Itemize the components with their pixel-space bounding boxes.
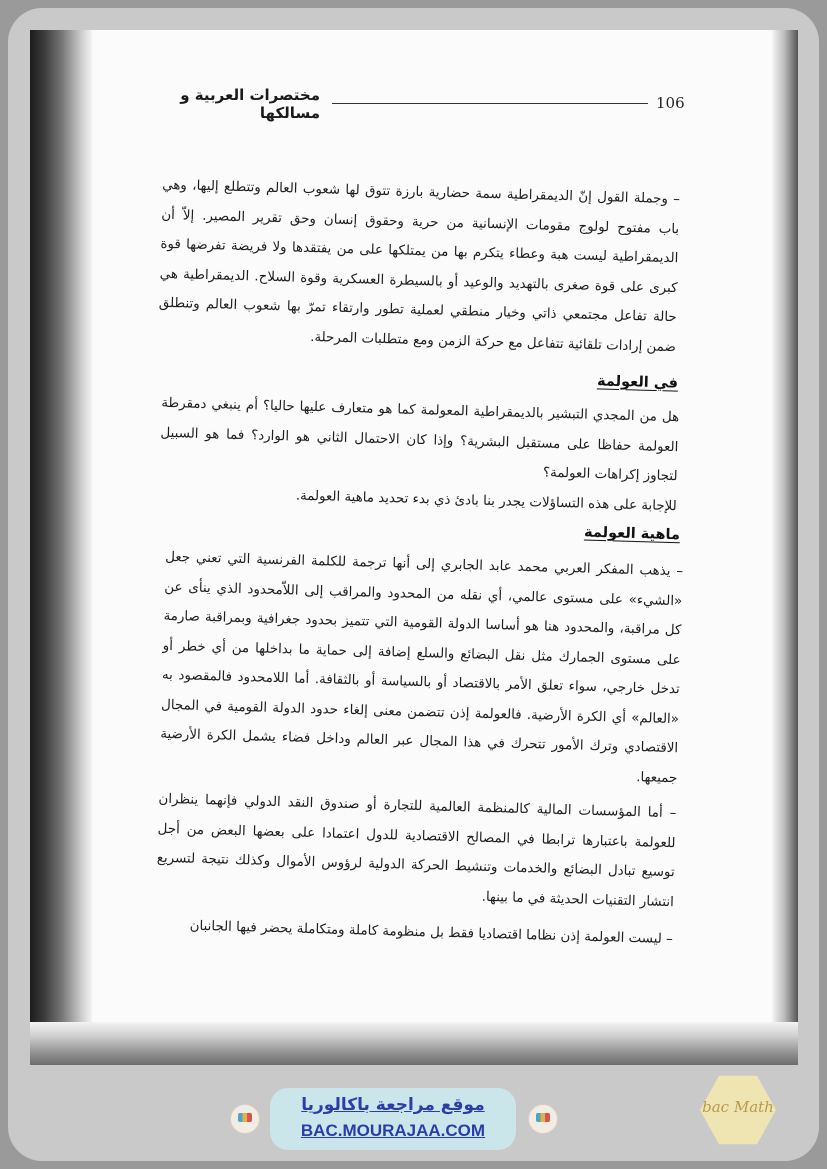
section-globalization	[158, 389, 679, 521]
running-title: مختصرات العربية و مسالكها	[180, 86, 320, 122]
paragraph-democracy	[158, 171, 681, 362]
heading-globalization: في العولمة	[596, 373, 679, 392]
paragraph-financial-institutions: – أما المؤسسات المالية كالمنظمة العالمية للتجارة أو صندوق النقد الدولي فإنهما ينظران للعولمة باعتبارها ترابطا في المصالح الاقتصادية للدول اعتمادا على بعضها البعض من أجل توسيع تبادل البضائع والخدمات وتنشيط الحركة الدولية لرؤوس الأموال وكذلك نتيجة لتسريع انتشار التقنيات الحديثة في ما بينها.	[156, 791, 677, 910]
scan-shadow-bottom	[30, 1022, 798, 1065]
site-badge-left-icon	[230, 1104, 260, 1134]
paragraph-1: – وجملة القول إنّ الديمقراطية سمة حضارية بارزة تتوق لها شعوب العالم وتتطلع إليها، وهي باب مفتوح لولوج مقومات الإنسانية من حرية وحقوق إنسان وحق تقرير المصير. إلاّ أن الديمقراطية ليست هبة وعطاء يتكرم بها من يمتلكها على من يفتقدها ولا فريضة تفرضها قوة كبرى على قوة صغرى بالتهديد والوعيد أو بالسيطرة العسكرية وقوة السلاح. الديمقراطية هي حالة تفاعل مجتمعي ذاتي وخيار منطقي لعملية تطور وارتقاء تمرّ بها شعوب العالم وتنطلق ضمن إرادات تلقائية تتفاعل مع حركة الزمن ومع متطلبات المرحلة.	[158, 177, 681, 355]
footer-banner[interactable]	[270, 1088, 516, 1150]
heading-globalization-essence: ماهية العولمة	[583, 524, 681, 544]
page-number: 106	[656, 94, 685, 112]
paragraph-globalization-question: هل من المجدي التبشير بالديمقراطية المعولمة كما هو متعارف عليها حاليا؟ أم ينبغي دمقرطة العولمة حفاظا على مستقبل البشرية؟ وإذا كان الاحتمال الثاني هو الوارد؟ فما هو السبيل لتجاوز إكراهات العولمة؟	[160, 395, 680, 485]
scan-shadow-right	[772, 30, 798, 1065]
paragraph-complete-system: – ليست العولمة إذن نظاما اقتصاديا فقط بل منظومة كاملة ومتكاملة يحضر فيها الجانبان	[189, 918, 673, 948]
site-badge-right-icon	[528, 1104, 558, 1134]
banner-site-name[interactable]: موقع مراجعة باكالوريا	[301, 1095, 485, 1115]
paragraph-globalization-answer: للإجابة على هذه التساؤلات يجدر بنا بادئ ذي بدء تحديد ماهية العولمة.	[295, 488, 677, 514]
banner-site-url[interactable]: BAC.MOURAJAA.COM	[300, 1121, 486, 1140]
scan-shadow-left	[30, 30, 92, 1065]
header-rule	[332, 103, 648, 104]
paragraph-jabri-definition: – يذهب المفكر العربي محمد عابد الجابري إلى أنها ترجمة للكلمة الفرنسية التي تعني جعل «الشيء» على مستوى عالمي، أي نقله من المحدود والمراقب إلى اللاّمحدود الذي ينأى عن كل مراقبة، والمحدود هنا هو أساسا الدولة القومية التي تتميز بحدود جغرافية وبمراقبة صارمة على مستوى الجمارك مثل نقل البضائع والسلع إضافة إلى حماية ما بداخلها من أي خطر أو تدخل خارجي، سواء تعلق الأمر بالاقتصاد أو بالسياسة أو بالثقافة. أما اللامحدود فالمقصود به «العالم» أي الكرة الأرضية. فالعولمة إذن تتضمن معنى إلغاء حدود الدولة القومية في المجال الاقتصادي وترك الأمور تتحرك في هذا المجال عبر العالم وداخل فضاء يشمل الكرة الأرضية جميعها.	[160, 549, 684, 786]
section-globalization-essence	[155, 543, 684, 955]
bac-math-logo-text: bac Math	[702, 1098, 774, 1116]
